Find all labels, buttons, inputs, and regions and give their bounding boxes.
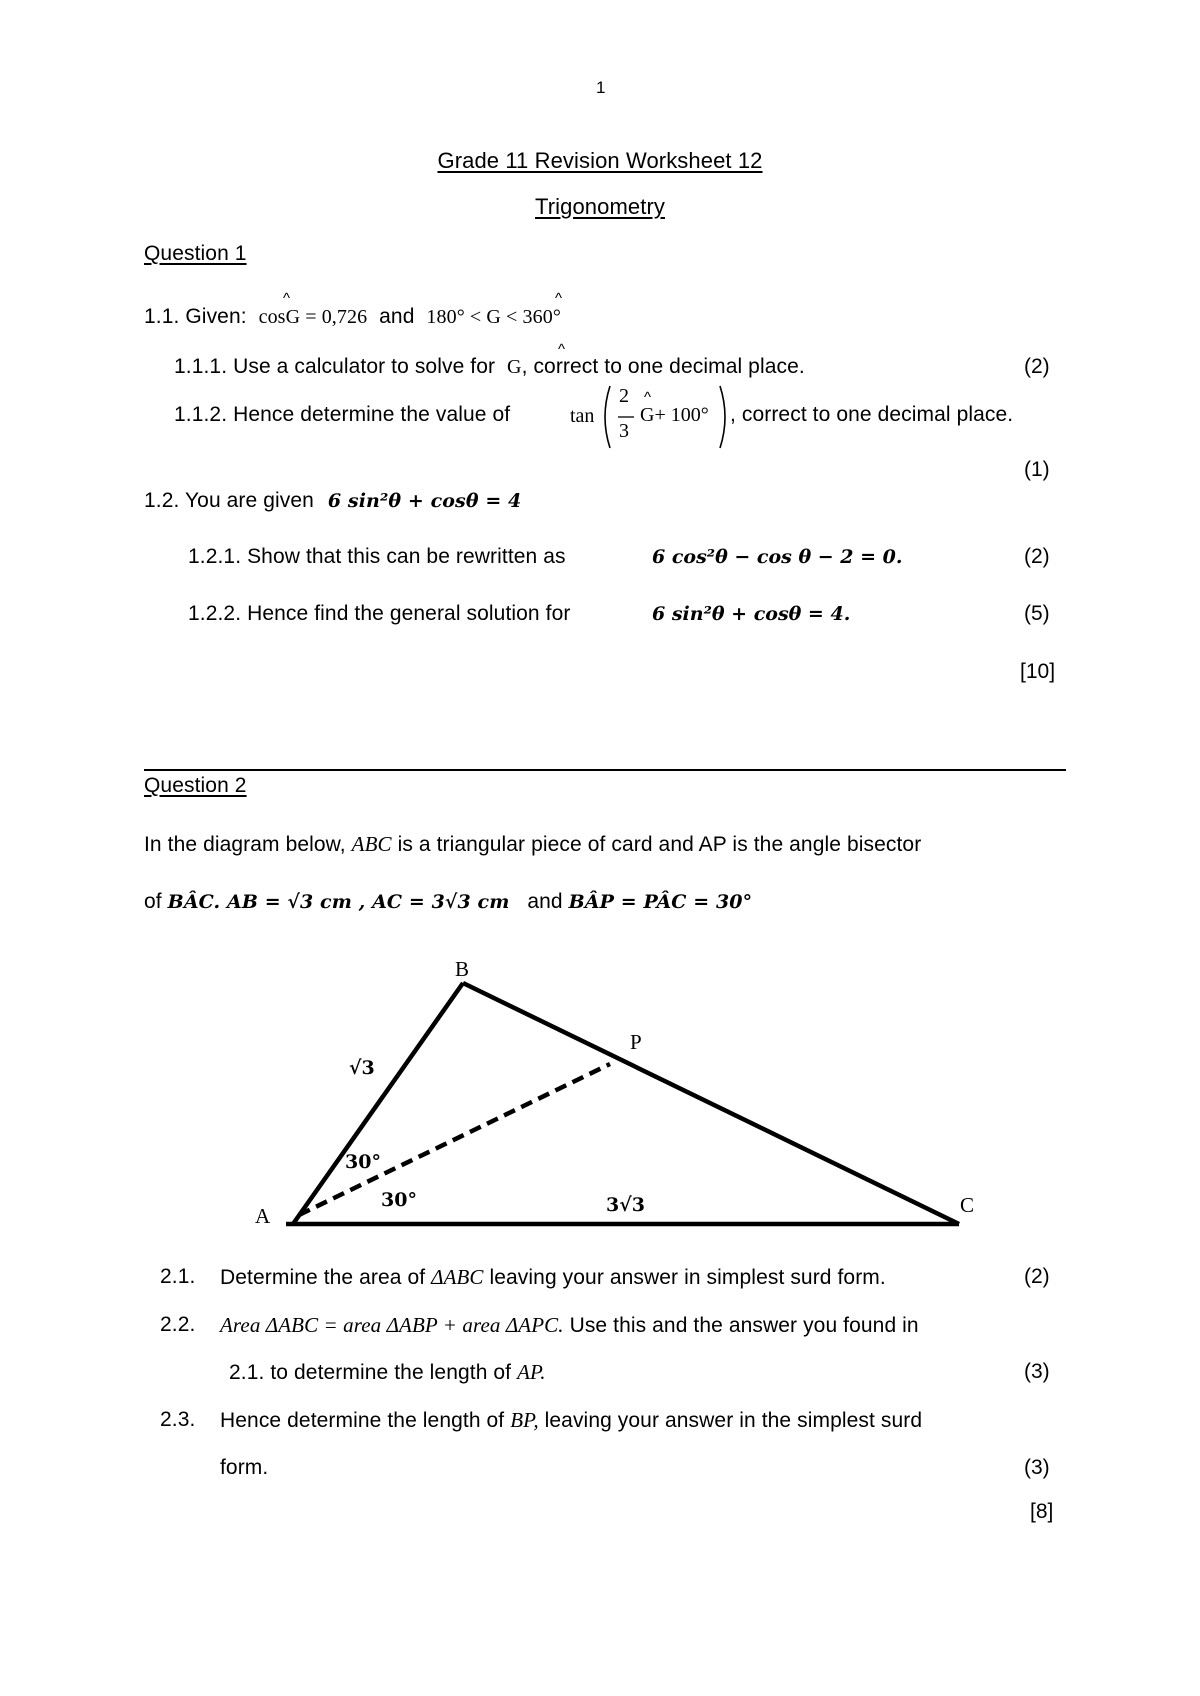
q1-1-number: 1.1.	[144, 305, 180, 328]
hat-mark-icon: ^	[555, 290, 563, 307]
q2-1-line	[220, 1265, 886, 1290]
q1-1-1-text: 1.1.1. Use a calculator to solve for	[174, 355, 496, 378]
q1-2-text: 1.2. You are given	[144, 489, 314, 512]
q2-intro2-of: of	[144, 890, 162, 913]
q1-1-expr1: cosG = 0,726	[258, 306, 368, 328]
q2-2-ap: AP.	[517, 1360, 546, 1384]
q2-3-line	[220, 1408, 922, 1433]
q2-3-a: Hence determine the length of	[220, 1409, 505, 1432]
q1-1-expr2: 180° < G < 360°	[426, 306, 561, 328]
q1-1-2-denominator: 3	[619, 420, 629, 442]
label-a: A	[255, 1204, 271, 1228]
q1-2-expr: 6 sin²θ + cosθ = 4	[327, 490, 522, 512]
q2-1-expr: ΔABC	[431, 1265, 484, 1289]
q1-1-2-tan: tan	[570, 405, 595, 427]
q2-3-c: form.	[220, 1456, 269, 1479]
page-subtitle: Trigonometry	[535, 194, 665, 219]
q1-1-and: and	[379, 305, 415, 328]
q2-2-b: Use this and the answer you found in	[569, 1314, 919, 1337]
q2-total: [8]	[1030, 1500, 1054, 1523]
hat-mark-icon: ^	[283, 290, 291, 307]
q1-2-2-text: 1.2.2. Hence find the general solution for	[188, 602, 571, 625]
label-side-ab: √3	[349, 1057, 375, 1079]
q1-1-2-text: 1.1.2. Hence determine the value of	[174, 403, 511, 426]
q2-1-a: Determine the area of	[220, 1266, 426, 1289]
q2-2-line	[220, 1313, 919, 1338]
page-number: 1	[596, 78, 606, 97]
question-2-heading: Question 2	[144, 774, 247, 797]
question-1-heading: Question 1	[144, 242, 247, 265]
side-bc	[463, 983, 959, 1224]
page-title: Grade 11 Revision Worksheet 12	[437, 148, 763, 173]
q2-3-b: leaving your answer in the simplest surd	[544, 1409, 923, 1432]
q1-2-1-expr: 6 cos²θ − cos θ − 2 = 0.	[652, 546, 903, 568]
q1-2-2-expr: 6 sin²θ + cosθ = 4.	[652, 603, 851, 625]
hat-mark-icon: ^	[644, 389, 652, 406]
q2-intro2-expr2: BÂP = PÂC = 30°	[568, 891, 753, 913]
q1-2-2-marks: (5)	[1024, 602, 1050, 625]
q2-2-expr: Area ΔABC = area ΔABP + area ΔAPC.	[220, 1313, 564, 1337]
q2-1-b: leaving your answer in simplest surd form.	[489, 1266, 886, 1289]
label-c: C	[960, 1193, 975, 1217]
q1-total: [10]	[1020, 660, 1056, 683]
q2-3-bp: BP,	[510, 1408, 539, 1432]
q2-intro1-a: In the diagram below,	[144, 833, 346, 856]
q2-intro2-expr1: BÂC. AB = √3 cm , AC = 3√3 cm	[167, 891, 510, 913]
hat-mark-icon: ^	[558, 341, 566, 358]
label-angle-bap: 30°	[345, 1151, 381, 1173]
q1-1-2-inner: G+ 100°	[640, 404, 709, 426]
q1-1-given: Given:	[185, 305, 247, 328]
q1-1-1-rest: , correct to one decimal place.	[521, 355, 805, 378]
q1-1-2-rest: , correct to one decimal place.	[730, 403, 1014, 426]
q2-1-number: 2.1.	[160, 1265, 196, 1288]
q2-2-number: 2.2.	[160, 1313, 196, 1336]
q1-1-2-marks: (1)	[1024, 458, 1050, 481]
label-angle-pac: 30°	[381, 1189, 417, 1211]
label-p: P	[630, 1030, 642, 1054]
bisector-ap	[299, 1064, 610, 1215]
q2-intro1-b: is a triangular piece of card and AP is the angle bisector	[397, 833, 922, 856]
label-side-ac: 3√3	[606, 1194, 645, 1216]
side-ab	[293, 983, 463, 1224]
q2-2-marks: (3)	[1024, 1360, 1050, 1383]
q2-intro1-abc: ABC	[351, 832, 392, 856]
q1-1-1-marks: (2)	[1024, 355, 1050, 378]
q2-3-marks: (3)	[1024, 1456, 1050, 1479]
q1-1-2-numerator: 2	[619, 385, 629, 407]
q1-2-1-marks: (2)	[1024, 545, 1050, 568]
q2-3-number: 2.3.	[160, 1408, 196, 1431]
q2-2-c: 2.1. to determine the length of	[229, 1361, 512, 1384]
q2-intro2-and: and	[527, 890, 563, 913]
q2-1-marks: (2)	[1024, 1265, 1050, 1288]
label-b: B	[455, 957, 470, 981]
q1-2-1-text: 1.2.1. Show that this can be rewritten as	[188, 545, 566, 568]
q2-2-line2	[229, 1360, 546, 1385]
q1-1-1-var: G	[507, 356, 522, 378]
